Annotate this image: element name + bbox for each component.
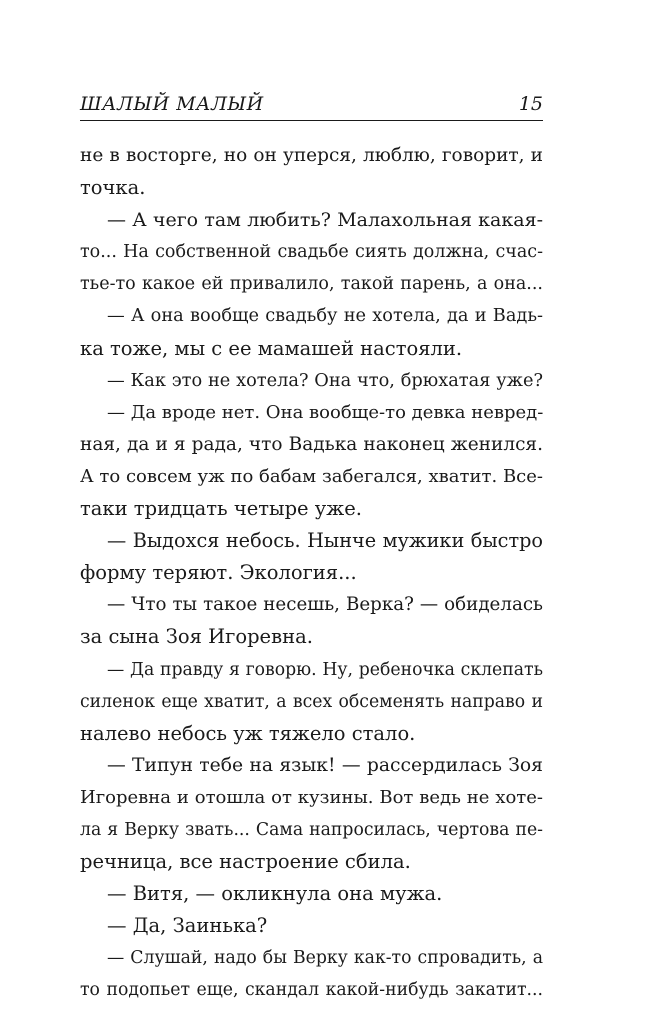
text-line: — Типун тебе на язык! — рассердилась Зоя — [107, 754, 543, 776]
text-line: — Как это не хотела? Она что, брюхатая уже? — [107, 370, 543, 391]
text-line: — Да правду я говорю. Ну, ребеночка склепать — [107, 659, 543, 680]
running-header — [80, 92, 543, 121]
text-line: то подопьет еще, скандал какой-нибудь закатит... — [80, 980, 543, 1001]
text-line: налево небось уж тяжело стало. — [80, 721, 416, 745]
page-number: 15 — [518, 93, 543, 115]
text-line: ная, да и я рада, что Вадька наконец женился. — [80, 433, 543, 455]
text-line: не в восторге, но он уперся, люблю, говорит, и — [80, 145, 543, 166]
text-line: речница, все настроение сбила. — [80, 850, 411, 874]
body-text — [80, 140, 543, 1007]
text-line: точка. — [80, 176, 146, 200]
text-line: ла я Верку звать... Сама напросилась, чертова пе- — [80, 819, 543, 840]
text-line: — Да, Заинька? — [107, 914, 268, 938]
text-line: форму теряют. Экология... — [80, 561, 357, 585]
text-line: то... На собственной свадьбе сиять должна, счас- — [80, 242, 543, 263]
text-line: таки тридцать четыре уже. — [80, 497, 362, 521]
text-line: — Да вроде нет. Она вообще-то девка невред- — [107, 401, 544, 423]
text-line: за сына Зоя Игоревна. — [80, 625, 313, 649]
text-line: — Что ты такое несешь, Верка? — обиделась — [107, 594, 543, 616]
running-title: ШАЛЫЙ МАЛЫЙ — [80, 93, 264, 115]
text-line: — А она вообще свадьбу не хотела, да и Вадь- — [107, 306, 543, 327]
text-line: Игоревна и отошла от кузины. Вот ведь не хоте- — [80, 786, 543, 808]
text-line: — Витя, — окликнула она мужа. — [107, 882, 443, 906]
text-line: ка тоже, мы с ее мамашей настояли. — [80, 336, 463, 360]
text-line: силенок еще хватит, а всех обсеменять направо и — [80, 691, 543, 712]
text-line: — Выдохся небось. Нынче мужики быстро — [107, 529, 543, 553]
text-line: — А чего там любить? Малахольная какая- — [107, 209, 543, 232]
text-line: тье-то какое ей привалило, такой парень, а она... — [80, 274, 543, 295]
text-line: — Слушай, надо бы Верку как-то спровадить, а — [107, 948, 543, 969]
text-line: А то совсем уж по бабам забегался, хватит. Все- — [80, 465, 543, 487]
